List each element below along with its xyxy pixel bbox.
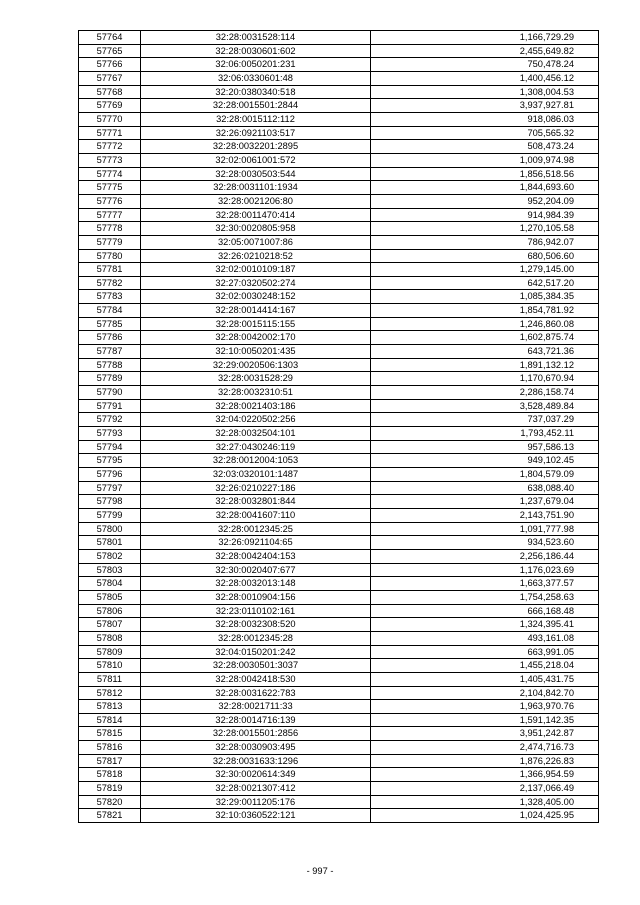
cadastral-number-cell: 32:28:0012345:28 <box>141 631 371 645</box>
row-number-cell: 57797 <box>79 481 141 495</box>
cadastral-number-cell: 32:28:0015112:112 <box>141 112 371 126</box>
cadastral-number-cell: 32:28:0021307:412 <box>141 782 371 796</box>
amount-cell: 1,308,004.53 <box>371 85 599 99</box>
amount-cell: 508,473.24 <box>371 140 599 154</box>
cadastral-number-cell: 32:02:0061001:572 <box>141 153 371 167</box>
cadastral-number-cell: 32:28:0042418:530 <box>141 672 371 686</box>
row-number-cell: 57786 <box>79 331 141 345</box>
data-table <box>78 30 599 823</box>
cadastral-number-cell: 32:28:0014414:167 <box>141 304 371 318</box>
table-row <box>79 795 599 809</box>
cadastral-number-cell: 32:28:0030503:544 <box>141 167 371 181</box>
amount-cell: 1,279,145.00 <box>371 263 599 277</box>
amount-cell: 3,528,489.84 <box>371 399 599 413</box>
amount-cell: 493,161.08 <box>371 631 599 645</box>
cadastral-number-cell: 32:10:0360522:121 <box>141 809 371 823</box>
cadastral-number-cell: 32:04:0220502:256 <box>141 413 371 427</box>
amount-cell: 918,086.03 <box>371 112 599 126</box>
amount-cell: 914,984.39 <box>371 208 599 222</box>
row-number-cell: 57804 <box>79 577 141 591</box>
cadastral-number-cell: 32:28:0032013:148 <box>141 577 371 591</box>
amount-cell: 1,591,142.35 <box>371 713 599 727</box>
row-number-cell: 57813 <box>79 700 141 714</box>
cadastral-number-cell: 32:28:0032201:2895 <box>141 140 371 154</box>
table-row <box>79 495 599 509</box>
table-row <box>79 413 599 427</box>
amount-cell: 934,523.60 <box>371 536 599 550</box>
row-number-cell: 57780 <box>79 249 141 263</box>
row-number-cell: 57818 <box>79 768 141 782</box>
row-number-cell: 57770 <box>79 112 141 126</box>
amount-cell: 1,844,693.60 <box>371 181 599 195</box>
amount-cell: 1,876,226.83 <box>371 754 599 768</box>
cadastral-number-cell: 32:06:0330601:48 <box>141 71 371 85</box>
table-row <box>79 686 599 700</box>
amount-cell: 737,037.29 <box>371 413 599 427</box>
cadastral-number-cell: 32:28:0021403:186 <box>141 399 371 413</box>
row-number-cell: 57771 <box>79 126 141 140</box>
cadastral-number-cell: 32:28:0031528:114 <box>141 31 371 45</box>
cadastral-number-cell: 32:30:0020805:958 <box>141 222 371 236</box>
table-row <box>79 522 599 536</box>
table-row <box>79 672 599 686</box>
cadastral-number-cell: 32:26:0921104:65 <box>141 536 371 550</box>
row-number-cell: 57785 <box>79 317 141 331</box>
row-number-cell: 57766 <box>79 58 141 72</box>
row-number-cell: 57775 <box>79 181 141 195</box>
table-row <box>79 454 599 468</box>
amount-cell: 705,565.32 <box>371 126 599 140</box>
row-number-cell: 57793 <box>79 427 141 441</box>
cadastral-number-cell: 32:20:0380340:518 <box>141 85 371 99</box>
cadastral-number-cell: 32:29:0020506:1303 <box>141 358 371 372</box>
amount-cell: 2,143,751.90 <box>371 508 599 522</box>
amount-cell: 1,170,670.94 <box>371 372 599 386</box>
cadastral-number-cell: 32:28:0012004:1053 <box>141 454 371 468</box>
amount-cell: 952,204.09 <box>371 194 599 208</box>
amount-cell: 1,856,518.56 <box>371 167 599 181</box>
cadastral-number-cell: 32:28:0011470:414 <box>141 208 371 222</box>
amount-cell: 786,942.07 <box>371 235 599 249</box>
table-row <box>79 563 599 577</box>
row-number-cell: 57802 <box>79 549 141 563</box>
row-number-cell: 57800 <box>79 522 141 536</box>
table-row <box>79 399 599 413</box>
amount-cell: 2,256,186.44 <box>371 549 599 563</box>
table-row <box>79 659 599 673</box>
table-row <box>79 782 599 796</box>
amount-cell: 1,176,023.69 <box>371 563 599 577</box>
cadastral-number-cell: 32:28:0032310:51 <box>141 386 371 400</box>
cadastral-number-cell: 32:28:0042002:170 <box>141 331 371 345</box>
row-number-cell: 57779 <box>79 235 141 249</box>
row-number-cell: 57784 <box>79 304 141 318</box>
row-number-cell: 57773 <box>79 153 141 167</box>
cadastral-number-cell: 32:28:0032801:844 <box>141 495 371 509</box>
amount-cell: 1,324,395.41 <box>371 618 599 632</box>
row-number-cell: 57767 <box>79 71 141 85</box>
row-number-cell: 57798 <box>79 495 141 509</box>
table-row <box>79 304 599 318</box>
table-row <box>79 181 599 195</box>
table-row <box>79 727 599 741</box>
row-number-cell: 57769 <box>79 99 141 113</box>
row-number-cell: 57809 <box>79 645 141 659</box>
amount-cell: 666,168.48 <box>371 604 599 618</box>
table-row <box>79 468 599 482</box>
row-number-cell: 57816 <box>79 741 141 755</box>
amount-cell: 1,246,860.08 <box>371 317 599 331</box>
cadastral-number-cell: 32:23:0110102:161 <box>141 604 371 618</box>
row-number-cell: 57765 <box>79 44 141 58</box>
table-row <box>79 549 599 563</box>
table-body <box>79 31 599 823</box>
amount-cell: 680,506.60 <box>371 249 599 263</box>
amount-cell: 2,137,066.49 <box>371 782 599 796</box>
table-row <box>79 386 599 400</box>
amount-cell: 3,951,242.87 <box>371 727 599 741</box>
cadastral-number-cell: 32:26:0210218:52 <box>141 249 371 263</box>
row-number-cell: 57810 <box>79 659 141 673</box>
table-row <box>79 58 599 72</box>
cadastral-number-cell: 32:28:0042404:153 <box>141 549 371 563</box>
row-number-cell: 57807 <box>79 618 141 632</box>
table-row <box>79 290 599 304</box>
table-row <box>79 508 599 522</box>
table-row <box>79 713 599 727</box>
amount-cell: 1,793,452.11 <box>371 427 599 441</box>
row-number-cell: 57774 <box>79 167 141 181</box>
amount-cell: 957,586.13 <box>371 440 599 454</box>
table-row <box>79 427 599 441</box>
row-number-cell: 57815 <box>79 727 141 741</box>
amount-cell: 1,328,405.00 <box>371 795 599 809</box>
cadastral-number-cell: 32:28:0030601:602 <box>141 44 371 58</box>
table-row <box>79 276 599 290</box>
amount-cell: 638,088.40 <box>371 481 599 495</box>
cadastral-number-cell: 32:28:0015501:2856 <box>141 727 371 741</box>
amount-cell: 1,405,431.75 <box>371 672 599 686</box>
row-number-cell: 57812 <box>79 686 141 700</box>
row-number-cell: 57778 <box>79 222 141 236</box>
table-row <box>79 167 599 181</box>
cadastral-number-cell: 32:28:0030903:495 <box>141 741 371 755</box>
row-number-cell: 57803 <box>79 563 141 577</box>
cadastral-number-cell: 32:02:0030248:152 <box>141 290 371 304</box>
row-number-cell: 57820 <box>79 795 141 809</box>
table-row <box>79 194 599 208</box>
table-row <box>79 140 599 154</box>
table-row <box>79 700 599 714</box>
table-row <box>79 372 599 386</box>
row-number-cell: 57789 <box>79 372 141 386</box>
cadastral-number-cell: 32:26:0210227:186 <box>141 481 371 495</box>
amount-cell: 1,024,425.95 <box>371 809 599 823</box>
cadastral-number-cell: 32:28:0021206:80 <box>141 194 371 208</box>
cadastral-number-cell: 32:03:0320101:1487 <box>141 468 371 482</box>
row-number-cell: 57764 <box>79 31 141 45</box>
table-row <box>79 85 599 99</box>
table-row <box>79 71 599 85</box>
amount-cell: 1,891,132.12 <box>371 358 599 372</box>
cadastral-number-cell: 32:28:0031622:783 <box>141 686 371 700</box>
table-row <box>79 222 599 236</box>
row-number-cell: 57799 <box>79 508 141 522</box>
cadastral-number-cell: 32:04:0150201:242 <box>141 645 371 659</box>
amount-cell: 1,400,456.12 <box>371 71 599 85</box>
row-number-cell: 57782 <box>79 276 141 290</box>
row-number-cell: 57796 <box>79 468 141 482</box>
page-number: - 997 - <box>306 866 334 876</box>
amount-cell: 643,721.36 <box>371 345 599 359</box>
table-row <box>79 741 599 755</box>
cadastral-number-cell: 32:28:0031633:1296 <box>141 754 371 768</box>
row-number-cell: 57792 <box>79 413 141 427</box>
cadastral-number-cell: 32:30:0020614:349 <box>141 768 371 782</box>
amount-cell: 1,166,729.29 <box>371 31 599 45</box>
cadastral-number-cell: 32:28:0015115:155 <box>141 317 371 331</box>
row-number-cell: 57768 <box>79 85 141 99</box>
table-row <box>79 358 599 372</box>
table-row <box>79 263 599 277</box>
table-row <box>79 768 599 782</box>
row-number-cell: 57801 <box>79 536 141 550</box>
row-number-cell: 57805 <box>79 590 141 604</box>
row-number-cell: 57814 <box>79 713 141 727</box>
table-row <box>79 754 599 768</box>
amount-cell: 949,102.45 <box>371 454 599 468</box>
amount-cell: 1,237,679.04 <box>371 495 599 509</box>
table-row <box>79 481 599 495</box>
cadastral-number-cell: 32:28:0012345:25 <box>141 522 371 536</box>
row-number-cell: 57776 <box>79 194 141 208</box>
table-row <box>79 604 599 618</box>
row-number-cell: 57808 <box>79 631 141 645</box>
table-row <box>79 99 599 113</box>
document-page <box>78 30 598 823</box>
cadastral-number-cell: 32:05:0071007:86 <box>141 235 371 249</box>
table-row <box>79 631 599 645</box>
row-number-cell: 57806 <box>79 604 141 618</box>
cadastral-number-cell: 32:28:0015501:2844 <box>141 99 371 113</box>
table-row <box>79 577 599 591</box>
cadastral-number-cell: 32:27:0430246:119 <box>141 440 371 454</box>
amount-cell: 1,754,258.63 <box>371 590 599 604</box>
amount-cell: 1,455,218.04 <box>371 659 599 673</box>
table-row <box>79 317 599 331</box>
amount-cell: 1,804,579.09 <box>371 468 599 482</box>
cadastral-number-cell: 32:30:0020407:677 <box>141 563 371 577</box>
amount-cell: 2,455,649.82 <box>371 44 599 58</box>
table-row <box>79 345 599 359</box>
cadastral-number-cell: 32:26:0921103:517 <box>141 126 371 140</box>
table-row <box>79 440 599 454</box>
amount-cell: 1,366,954.59 <box>371 768 599 782</box>
amount-cell: 1,009,974.98 <box>371 153 599 167</box>
amount-cell: 1,091,777.98 <box>371 522 599 536</box>
amount-cell: 1,663,377.57 <box>371 577 599 591</box>
cadastral-number-cell: 32:28:0031101:1934 <box>141 181 371 195</box>
row-number-cell: 57788 <box>79 358 141 372</box>
amount-cell: 2,104,842.70 <box>371 686 599 700</box>
cadastral-number-cell: 32:28:0010904:156 <box>141 590 371 604</box>
cadastral-number-cell: 32:28:0031528:29 <box>141 372 371 386</box>
row-number-cell: 57783 <box>79 290 141 304</box>
cadastral-number-cell: 32:28:0032308:520 <box>141 618 371 632</box>
cadastral-number-cell: 32:28:0021711:33 <box>141 700 371 714</box>
cadastral-number-cell: 32:28:0030501:3037 <box>141 659 371 673</box>
table-row <box>79 235 599 249</box>
amount-cell: 663,991.05 <box>371 645 599 659</box>
cadastral-number-cell: 32:28:0032504:101 <box>141 427 371 441</box>
table-row <box>79 153 599 167</box>
row-number-cell: 57787 <box>79 345 141 359</box>
table-row <box>79 809 599 823</box>
row-number-cell: 57794 <box>79 440 141 454</box>
cadastral-number-cell: 32:06:0050201:231 <box>141 58 371 72</box>
cadastral-number-cell: 32:10:0050201:435 <box>141 345 371 359</box>
table-row <box>79 31 599 45</box>
amount-cell: 2,286,158.74 <box>371 386 599 400</box>
row-number-cell: 57790 <box>79 386 141 400</box>
amount-cell: 1,854,781.92 <box>371 304 599 318</box>
table-row <box>79 208 599 222</box>
amount-cell: 642,517.20 <box>371 276 599 290</box>
row-number-cell: 57819 <box>79 782 141 796</box>
amount-cell: 750,478.24 <box>371 58 599 72</box>
cadastral-number-cell: 32:27:0320502:274 <box>141 276 371 290</box>
table-row <box>79 112 599 126</box>
row-number-cell: 57795 <box>79 454 141 468</box>
row-number-cell: 57781 <box>79 263 141 277</box>
table-row <box>79 645 599 659</box>
cadastral-number-cell: 32:28:0014716:139 <box>141 713 371 727</box>
amount-cell: 3,937,927.81 <box>371 99 599 113</box>
table-row <box>79 44 599 58</box>
amount-cell: 1,085,384.35 <box>371 290 599 304</box>
table-row <box>79 590 599 604</box>
table-row <box>79 331 599 345</box>
table-row <box>79 618 599 632</box>
row-number-cell: 57811 <box>79 672 141 686</box>
cadastral-number-cell: 32:29:0011205:176 <box>141 795 371 809</box>
amount-cell: 1,270,105.58 <box>371 222 599 236</box>
row-number-cell: 57821 <box>79 809 141 823</box>
amount-cell: 2,474,716.73 <box>371 741 599 755</box>
amount-cell: 1,963,970.76 <box>371 700 599 714</box>
cadastral-number-cell: 32:02:0010109:187 <box>141 263 371 277</box>
table-row <box>79 536 599 550</box>
cadastral-number-cell: 32:28:0041607:110 <box>141 508 371 522</box>
row-number-cell: 57791 <box>79 399 141 413</box>
row-number-cell: 57777 <box>79 208 141 222</box>
amount-cell: 1,602,875.74 <box>371 331 599 345</box>
row-number-cell: 57772 <box>79 140 141 154</box>
table-row <box>79 126 599 140</box>
table-row <box>79 249 599 263</box>
row-number-cell: 57817 <box>79 754 141 768</box>
